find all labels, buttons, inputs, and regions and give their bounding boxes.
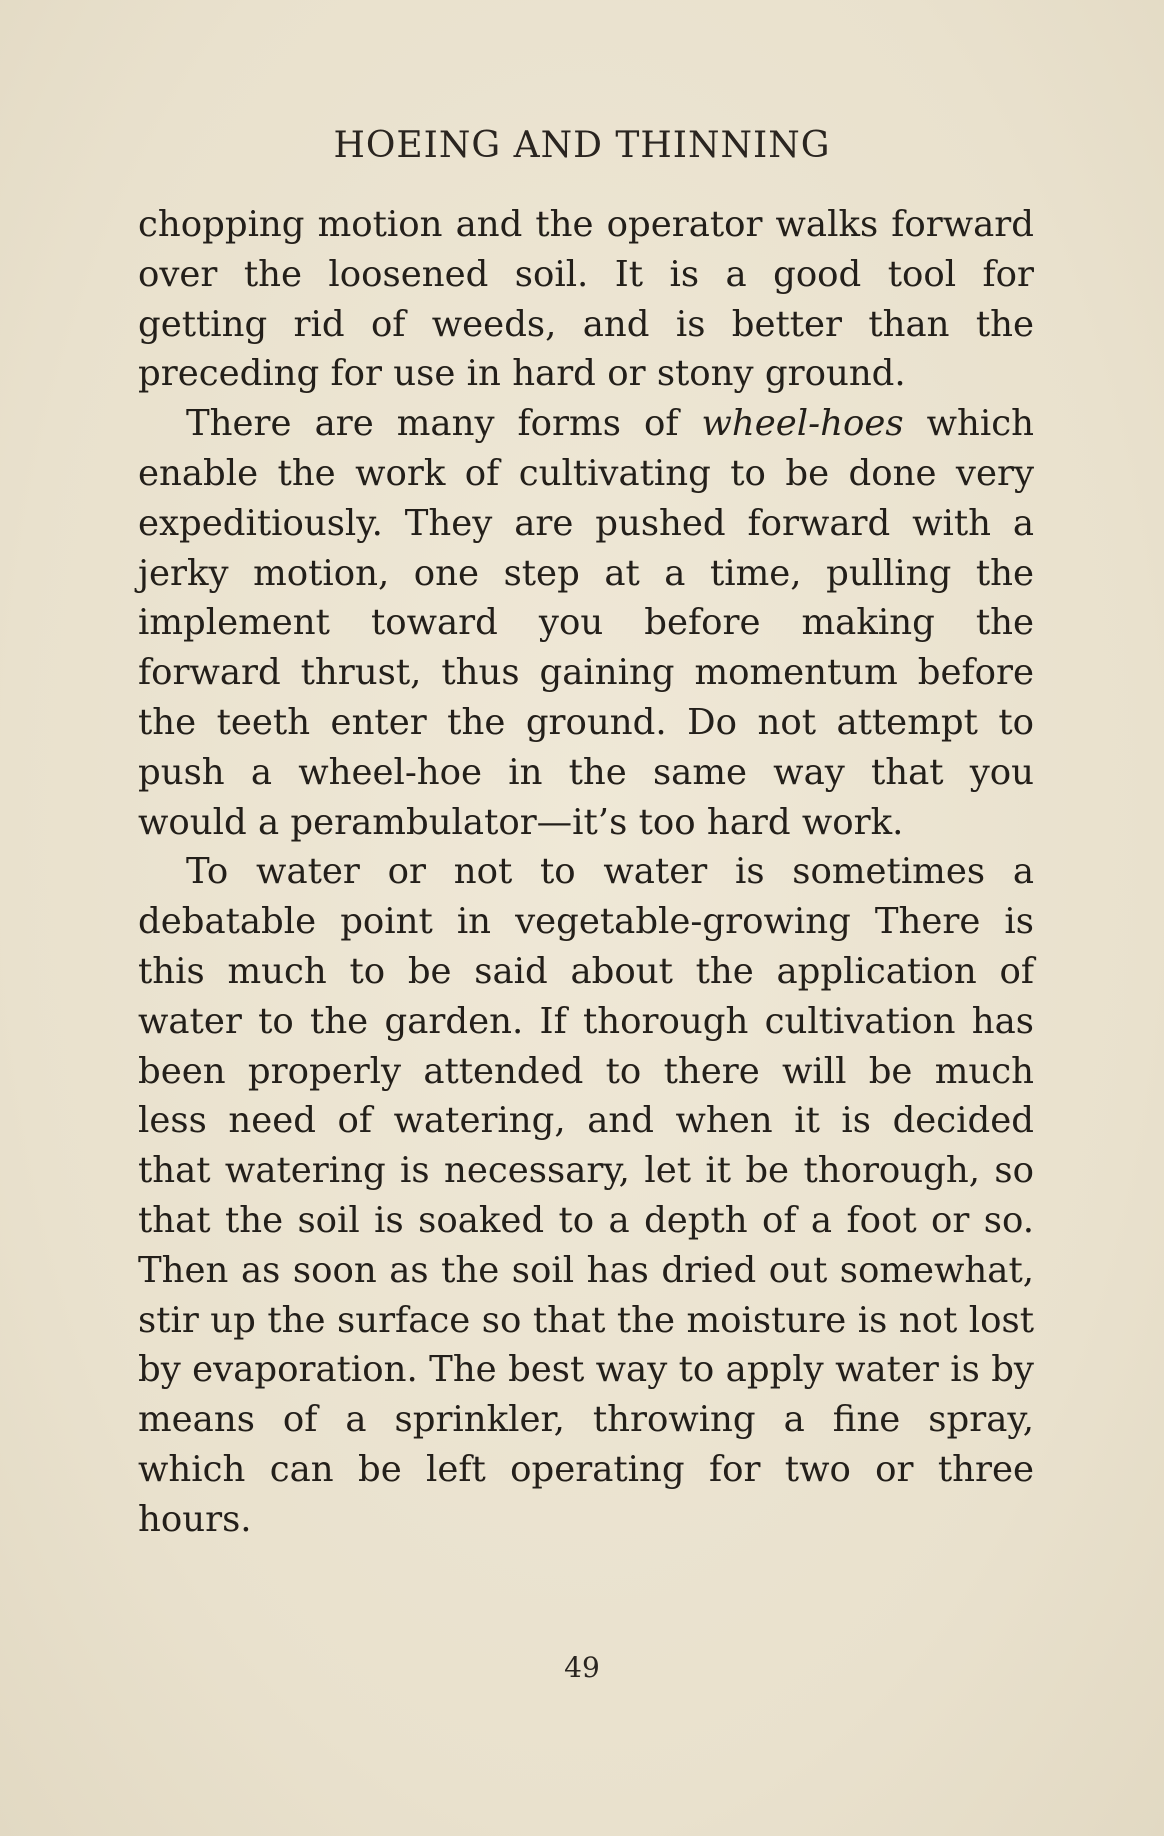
page-body	[138, 200, 1034, 1545]
running-header: HOEING AND THINNING	[333, 125, 831, 166]
paragraph-continued: chopping motion and the operator walks forward over the loosened soil. It is a good tool for getting rid of weeds, and is better than the preceding for use in hard or stony ground.	[138, 204, 1034, 395]
paragraph-wheel-hoes	[138, 399, 1034, 847]
paragraph-text: There are many forms of	[186, 403, 702, 445]
paragraph-text: which enable the work of cultivating to be done very expeditiously. They are pushed forward with a jerky motion, one step at a time, pulling the implement toward you before making the forward thrust, thus gaining momentum before the teeth enter the ground. Do not attempt to push a wheel-hoe in the same way that you would a perambulator—it’s too hard work.	[138, 403, 1035, 843]
italic-term: wheel-hoes	[701, 403, 904, 445]
paragraph-watering: To water or not to water is sometimes a debatable point in vegetable-growing There is this much to be said about the application of water to the garden. If thorough cultivation has been properly attended to there will be much less need of watering, and when it is decided that watering is necessary, let it be thorough, so that the soil is soaked to a depth of a foot or so. Then as soon as the soil has dried out somewhat, stir up the surface so that the moisture is not lost by evaporation. The best way to apply water is by means of a sprinkler, throwing a fine spray, which can be left operating for two or three hours.	[138, 851, 1034, 1540]
page-number: 49	[564, 1651, 600, 1684]
